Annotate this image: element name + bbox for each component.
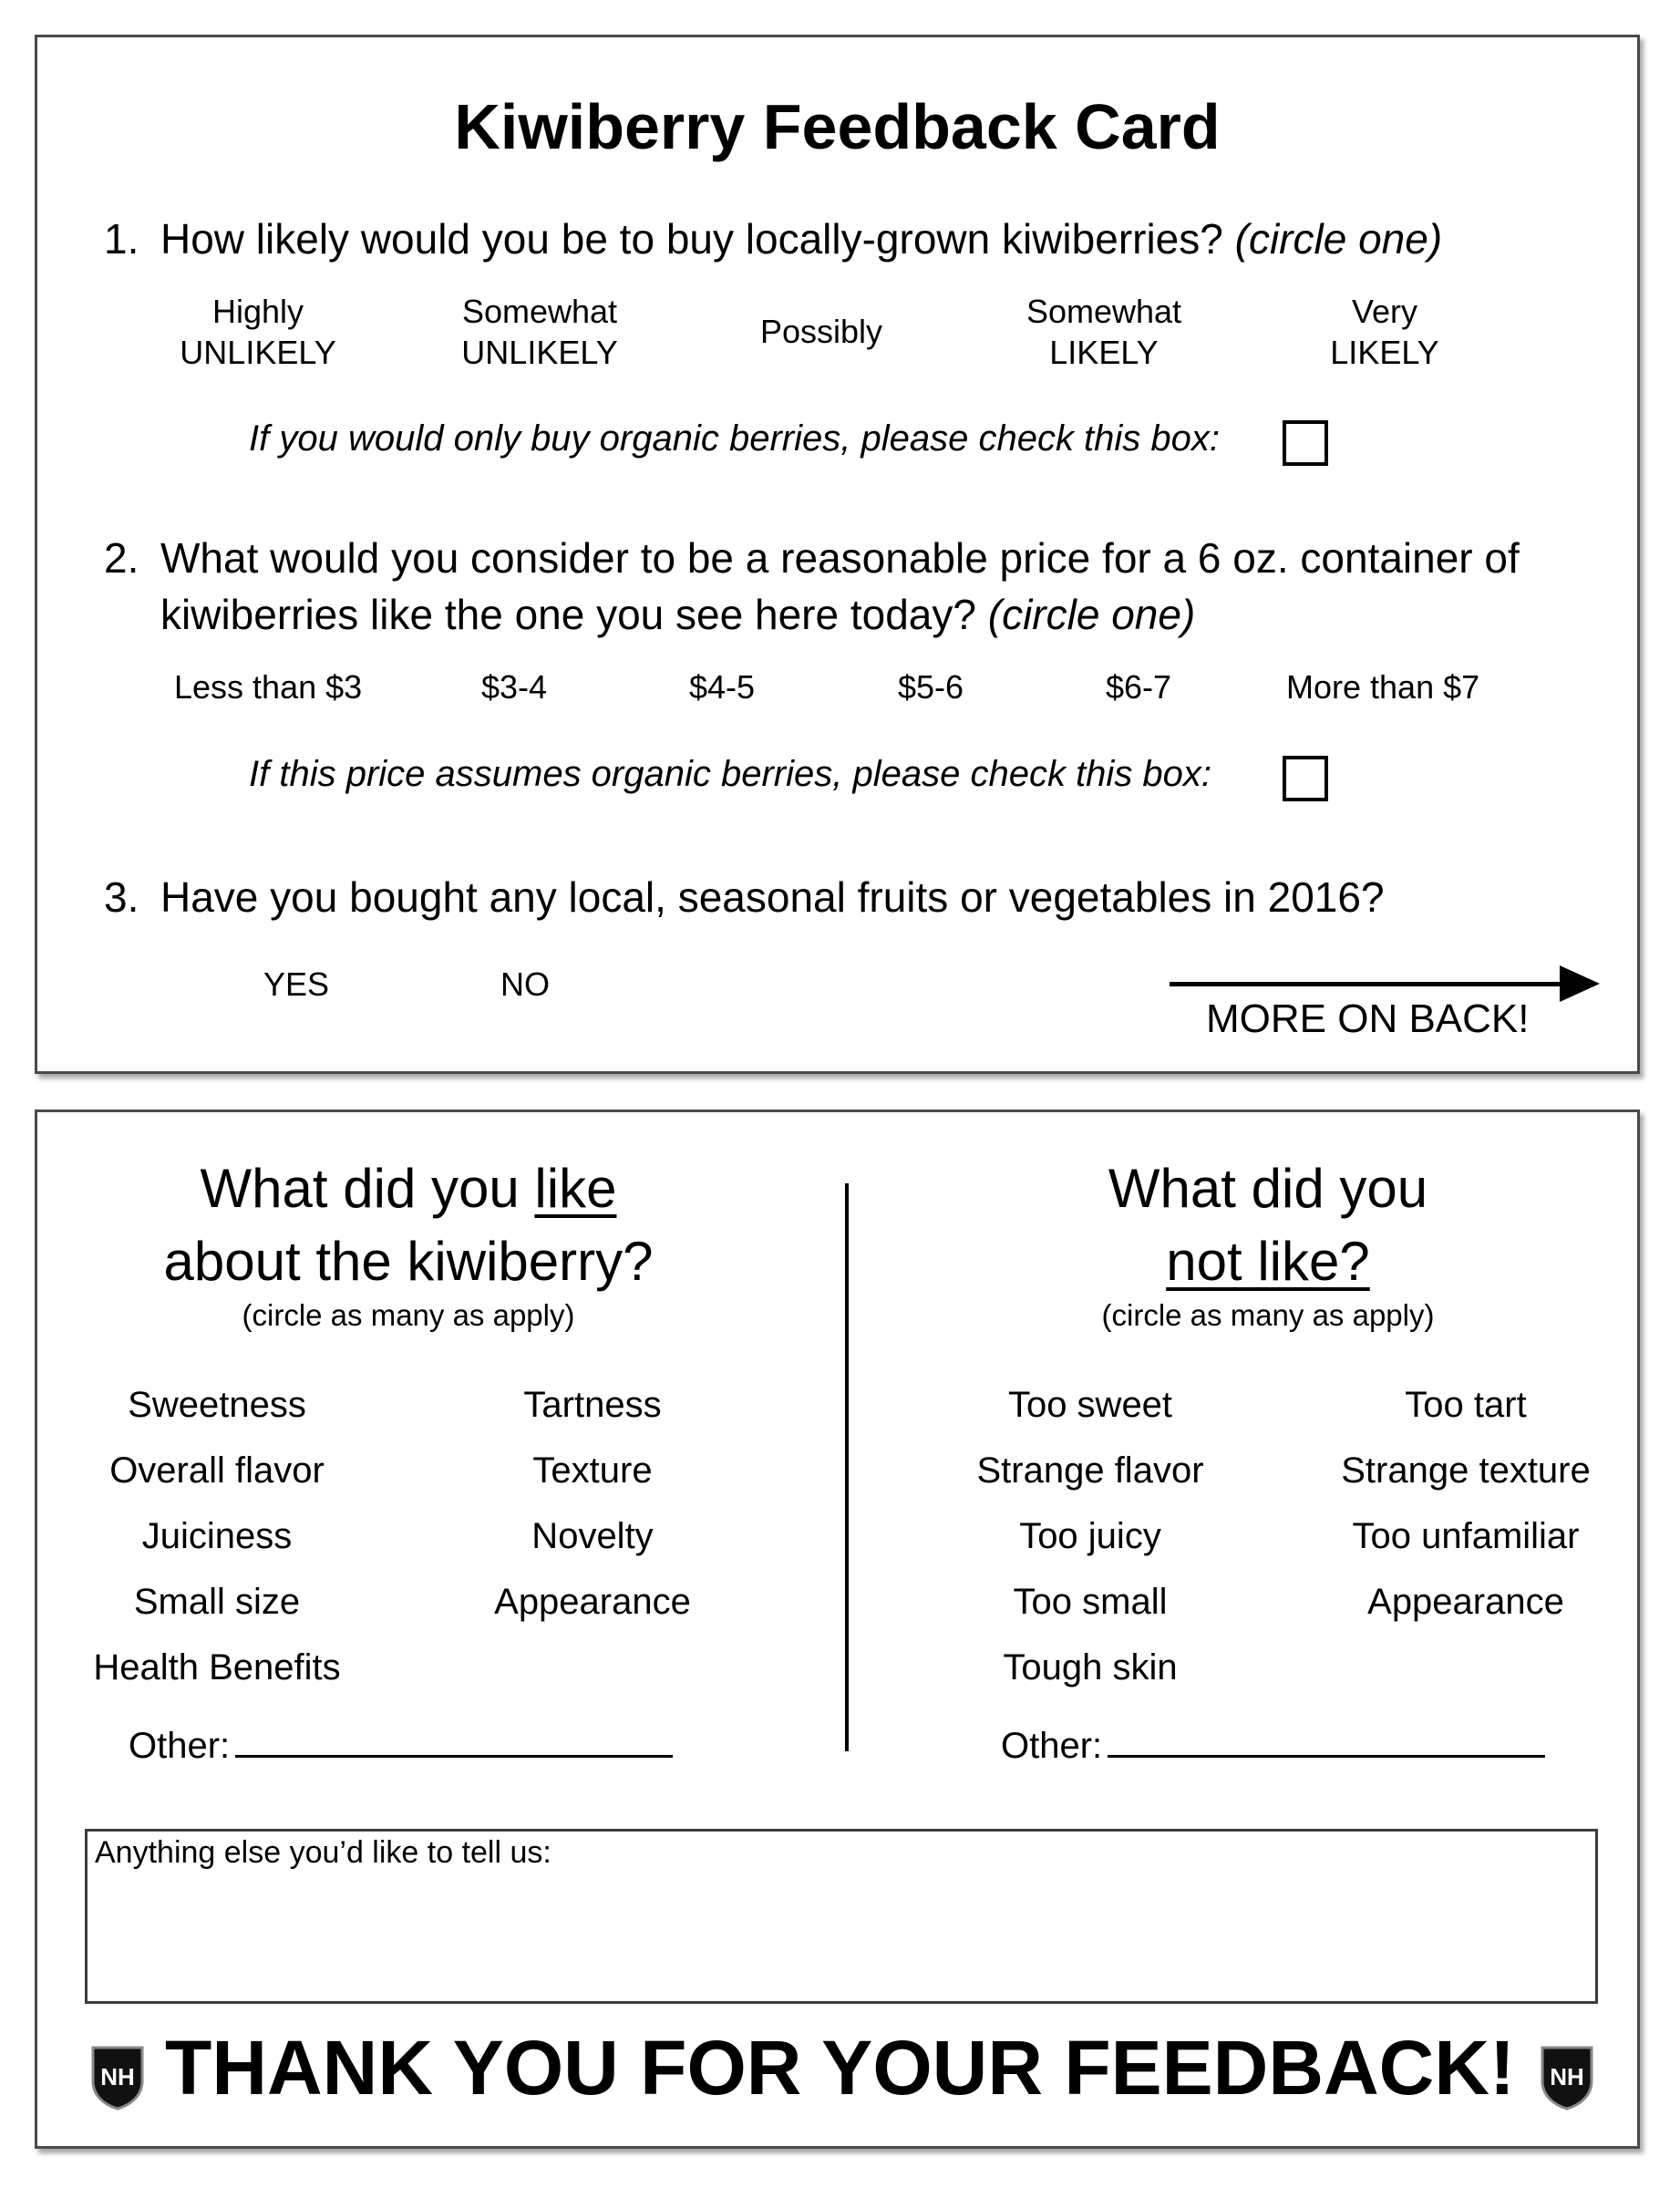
like-option-juiciness[interactable]: Juiciness <box>141 1516 293 1556</box>
feedback-card-back <box>35 1109 1640 2149</box>
price-more-than-7[interactable]: More than $7 <box>1286 668 1480 706</box>
like-option-small-size[interactable]: Small size <box>133 1582 301 1622</box>
like-option-appearance[interactable]: Appearance <box>494 1582 691 1622</box>
dislike-other: Other: <box>1001 1718 1545 1767</box>
dislike-subheading: (circle as many as apply) <box>1101 1298 1435 1332</box>
question-3-number: 3. <box>104 873 139 921</box>
dislike-option-strange-flavor[interactable]: Strange flavor <box>976 1450 1204 1491</box>
like-option-tartness[interactable]: Tartness <box>523 1385 662 1425</box>
price-5-6[interactable]: $5-6 <box>898 668 964 706</box>
column-divider <box>845 1183 849 1751</box>
like-heading: What did you like about the kiwiberry? <box>163 1158 654 1292</box>
dislike-option-too-tart[interactable]: Too tart <box>1405 1385 1527 1425</box>
like-subheading: (circle as many as apply) <box>242 1298 575 1332</box>
thank-you-message: THANK YOU FOR YOUR FEEDBACK! <box>165 2025 1515 2111</box>
option-somewhat-likely[interactable]: Somewhat LIKELY <box>1026 293 1182 371</box>
organic-checkbox-1[interactable] <box>1283 420 1328 466</box>
like-other-input[interactable] <box>235 1718 673 1758</box>
feedback-card-front <box>35 35 1640 1074</box>
question-1-number: 1. <box>104 215 139 263</box>
price-less-than-3[interactable]: Less than $3 <box>174 668 363 706</box>
question-2-text: What would you consider to be a reasonable price for a 6 oz. container of kiwiberries like the one you see here today? (circle one) <box>160 534 1520 638</box>
like-other: Other: <box>129 1718 673 1767</box>
question-1-text: How likely would you be to buy locally-grown kiwiberries? (circle one) <box>160 215 1443 263</box>
organic-note-1: If you would only buy organic berries, please check this box: <box>249 418 1221 459</box>
dislike-option-strange-texture[interactable]: Strange texture <box>1341 1450 1591 1491</box>
price-3-4[interactable]: $3-4 <box>481 668 548 706</box>
shield-icon <box>1540 2045 1594 2111</box>
dislike-option-too-juicy[interactable]: Too juicy <box>1019 1516 1161 1556</box>
like-option-health-benefits[interactable]: Health Benefits <box>93 1647 341 1687</box>
question-3-text: Have you bought any local, seasonal fruits or vegetables in 2016? <box>160 873 1385 921</box>
svg-text:NH: NH <box>1550 2063 1584 2090</box>
like-option-overall-flavor[interactable]: Overall flavor <box>109 1450 325 1491</box>
answer-no[interactable]: NO <box>500 965 550 1003</box>
option-possibly[interactable]: Possibly <box>759 313 883 350</box>
dislike-option-appearance[interactable]: Appearance <box>1367 1582 1564 1622</box>
arrow-head-icon <box>1560 965 1600 1002</box>
dislike-option-too-unfamiliar[interactable]: Too unfamiliar <box>1352 1516 1580 1556</box>
more-on-back-label: MORE ON BACK! <box>1206 996 1530 1041</box>
dislike-option-tough-skin[interactable]: Tough skin <box>1003 1647 1178 1687</box>
comment-label: Anything else you’d like to tell us: <box>95 1835 551 1870</box>
price-4-5[interactable]: $4-5 <box>689 668 756 706</box>
like-option-texture[interactable]: Texture <box>532 1450 653 1491</box>
dislike-option-too-small[interactable]: Too small <box>1013 1582 1168 1622</box>
organic-checkbox-2[interactable] <box>1283 756 1328 801</box>
svg-text:NH: NH <box>100 2063 135 2090</box>
option-very-likely[interactable]: Very LIKELY <box>1330 293 1439 371</box>
like-option-sweetness[interactable]: Sweetness <box>128 1385 306 1425</box>
like-option-novelty[interactable]: Novelty <box>531 1516 654 1556</box>
dislike-option-too-sweet[interactable]: Too sweet <box>1007 1385 1173 1425</box>
answer-yes[interactable]: YES <box>263 965 330 1003</box>
dislike-other-input[interactable] <box>1108 1718 1545 1758</box>
question-2-number: 2. <box>104 534 139 582</box>
dislike-heading: What did you not like? <box>1108 1158 1428 1292</box>
arrow-right-icon <box>1170 982 1561 986</box>
option-somewhat-unlikely[interactable]: Somewhat UNLIKELY <box>461 293 618 371</box>
option-highly-unlikely[interactable]: Highly UNLIKELY <box>180 293 336 371</box>
unh-shield-logo-right <box>1540 2045 1594 2111</box>
organic-note-2: If this price assumes organic berries, please check this box: <box>249 754 1212 794</box>
card-title: Kiwiberry Feedback Card <box>454 91 1221 162</box>
comment-box[interactable] <box>85 1829 1598 2004</box>
price-6-7[interactable]: $6-7 <box>1106 668 1172 706</box>
